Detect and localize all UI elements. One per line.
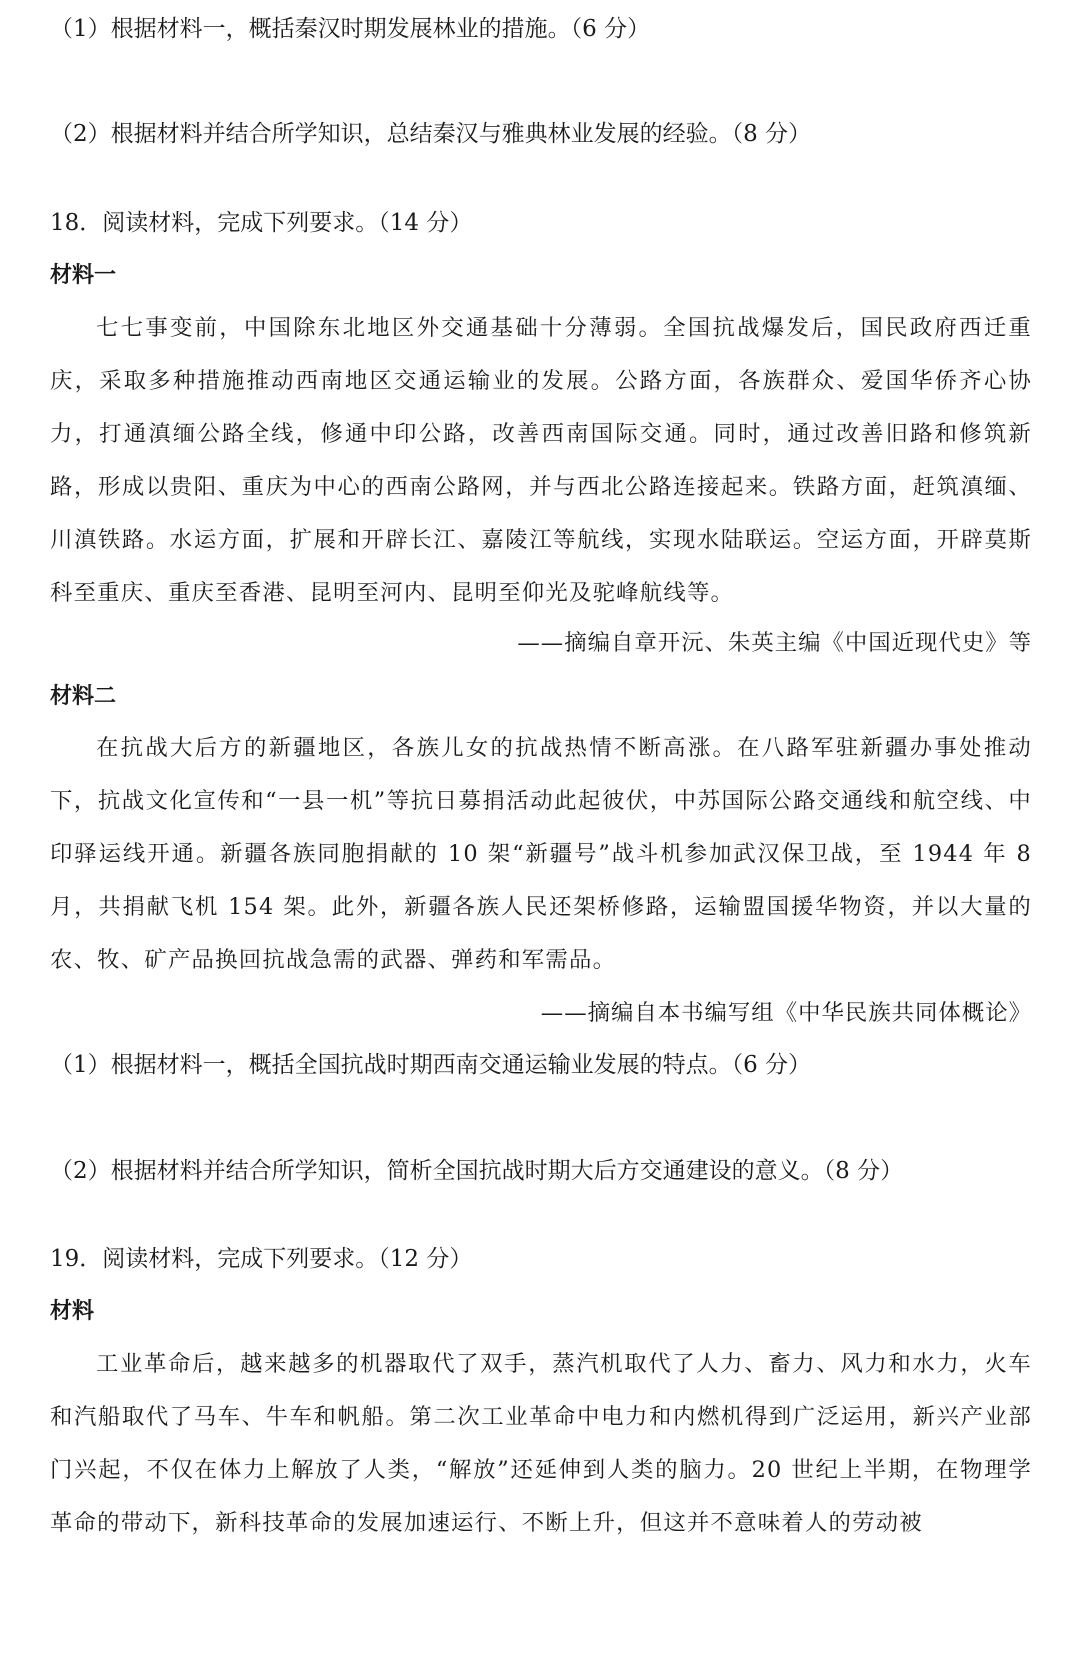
q18-title: 18．阅读材料，完成下列要求。（14 分） xyxy=(50,210,473,236)
q18-material1-source: ——摘编自章开沅、朱英主编《中国近现代史》等 xyxy=(517,630,1032,656)
q19-material-heading: 材料 xyxy=(50,1299,95,1324)
q18-sub1: （1）根据材料一，概括全国抗战时期西南交通运输业发展的特点。（6 分） xyxy=(50,1052,812,1078)
q18-material1-text: 七七事变前，中国除东北地区外交通基础十分薄弱。全国抗战爆发后，国民政府西迁重庆，采取多种措施推动西南地区交通运输业的发展。公路方面，各族群众、爱国华侨齐心协力，打通滇缅公路全线，修通中印公路，改善西南国际交通。同时，通过改善旧路和修筑新路，形成以贵阳、重庆为中心的西南公路网，并与西北公路连接起来。铁路方面，赶筑滇缅、川滇铁路。水运方面，扩展和开辟长江、嘉陵江等航线，实现水陆联运。空运方面，开辟莫斯科至重庆、重庆至香港、昆明至河内、昆明至仰光及驼峰航线等。 xyxy=(50,315,1032,606)
q19-material-text: 工业革命后，越来越多的机器取代了双手，蒸汽机取代了人力、畜力、风力和水力，火车和汽船取代了马车、牛车和帆船。第二次工业革命中电力和内燃机得到广泛运用，新兴产业部门兴起，不仅在体力上解放了人类，“解放”还延伸到人类的脑力。20 世纪上半期，在物理学革命的带动下，新科技革命的发展加速运行、不断上升，但这并不意味着人的劳动被 xyxy=(50,1351,1032,1536)
q17-sub2: （2）根据材料并结合所学知识，总结秦汉与雅典林业发展的经验。（8 分） xyxy=(50,121,812,147)
q18-material1-heading: 材料一 xyxy=(50,263,117,288)
q17-sub1: （1）根据材料一，概括秦汉时期发展林业的措施。（6 分） xyxy=(50,16,651,42)
q18-sub2: （2）根据材料并结合所学知识，简析全国抗战时期大后方交通建设的意义。（8 分） xyxy=(50,1158,904,1184)
q18-material2-source: ——摘编自本书编写组《中华民族共同体概论》 xyxy=(540,1000,1032,1026)
q18-material2-heading: 材料二 xyxy=(50,684,117,709)
q18-material2-text: 在抗战大后方的新疆地区，各族儿女的抗战热情不断高涨。在八路军驻新疆办事处推动下，抗战文化宣传和“一县一机”等抗日募捐活动此起彼伏，中苏国际公路交通线和航空线、中印驿运线开通。新疆各族同胞捐献的 10 架“新疆号”战斗机参加武汉保卫战，至 1944 年 8 月，共捐献飞机 154 架。此外，新疆各族人民还架桥修路，运输盟国援华物资，并以大量的农、牧、矿产品换回抗战急需的武器、弹药和军需品。 xyxy=(50,735,1032,973)
q19-title: 19．阅读材料，完成下列要求。（12 分） xyxy=(50,1246,473,1272)
